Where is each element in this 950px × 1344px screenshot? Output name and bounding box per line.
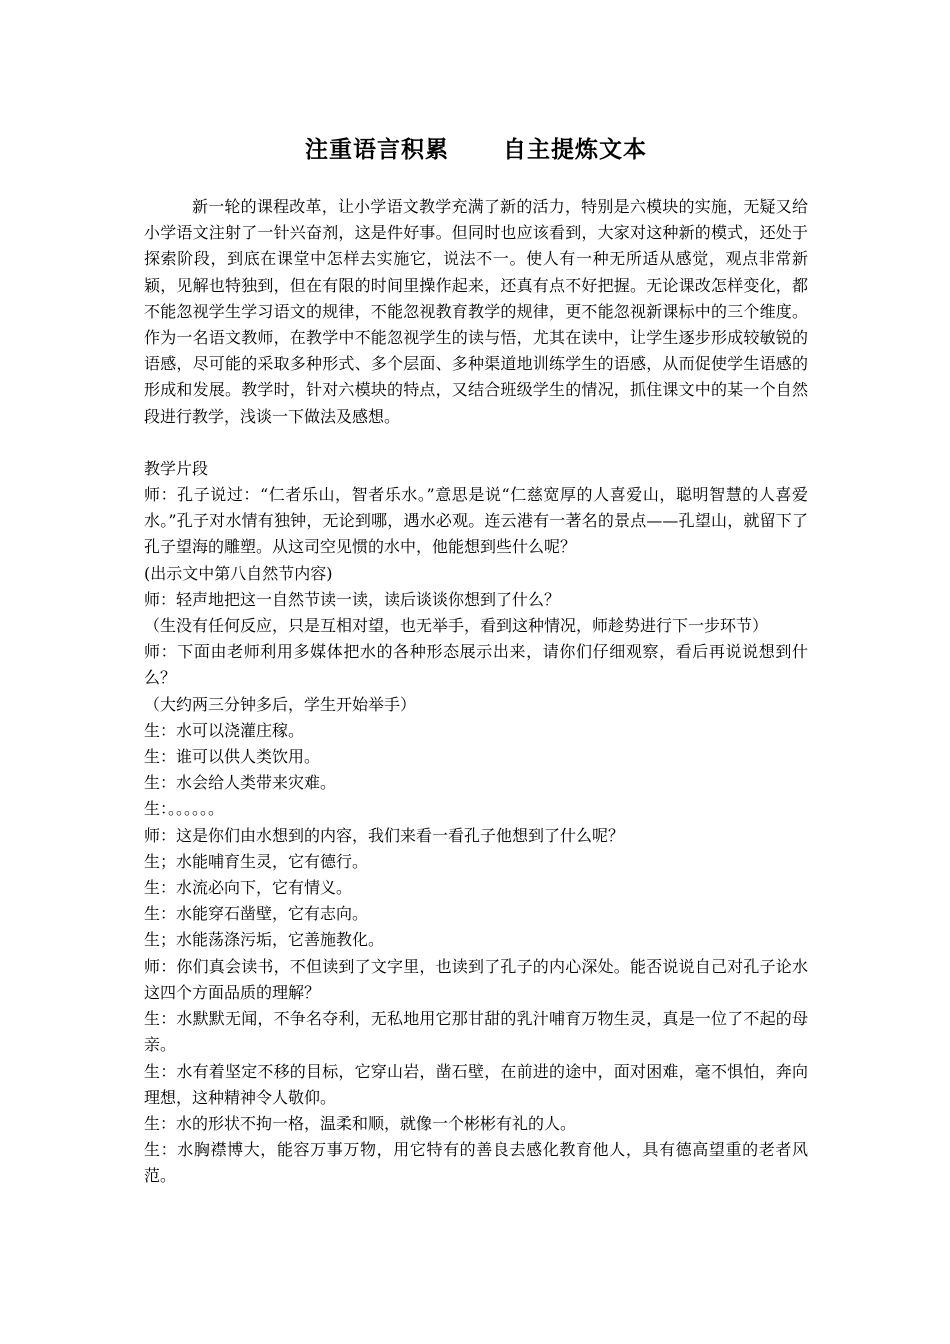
- dialogue-line: 师：你们真会读书，不但读到了文字里，也读到了孔子的内心深处。能否说说自己对孔子论水这四个方面品质的理解？: [144, 956, 808, 1002]
- dialogue-line: 生；水能哺育生灵，它有德行。: [144, 851, 369, 871]
- dialogue-line: 生：水可以浇灌庄稼。: [144, 720, 305, 740]
- dialogue-line: 生：水胸襟博大，能容万事万物，用它特有的善良去感化教育他人，具有德高望重的老者风范。: [144, 1140, 808, 1186]
- dialogue-line: 生：。。。。。。: [144, 799, 225, 819]
- dialogue-line: 生：水流必向下，它有情义。: [144, 878, 353, 898]
- dialogue-line: 生；水能荡涤污垢，它善施教化。: [144, 930, 385, 950]
- stage-direction: （生没有任何反应，只是互相对望，也无举手，看到这种情况，师趁势进行下一步环节）: [144, 616, 769, 636]
- section-heading: 教学片段: [144, 458, 209, 478]
- dialogue-line: 师：孔子说过：“仁者乐山，智者乐水。”意思是说“仁慈宽厚的人喜爱山，聪明智慧的人喜爱水。”孔子对水情有独钟，无论到哪，遇水必观。连云港有一著名的景点——孔望山，就留下了孔子望海的雕塑。从这司空见惯的水中，他能想到些什么呢？: [144, 485, 808, 557]
- dialogue-line: 生：水的形状不拘一格，温柔和顺，就像一个彬彬有礼的人。: [144, 1113, 577, 1133]
- dialogue-line: 生：水会给人类带来灾难。: [144, 773, 337, 793]
- dialogue-line: 生：水能穿石凿壁，它有志向。: [144, 904, 369, 924]
- stage-direction: （大约两三分钟多后，学生开始举手）: [144, 694, 417, 714]
- dialogue-line: 师：这是你们由水想到的内容，我们来看一看孔子他想到了什么呢？: [144, 825, 625, 845]
- document-page: [144, 130, 808, 1190]
- dialogue-line: 师：下面由老师利用多媒体把水的各种形态展示出来，请你们仔细观察，看后再说说想到什么？: [144, 642, 808, 688]
- dialogue-line: 生：水默默无闻，不争名夺利，无私地用它那甘甜的乳汁哺育万物生灵，真是一位了不起的母亲。: [144, 1009, 808, 1055]
- stage-direction: (出示文中第八自然节内容): [144, 563, 333, 583]
- dialogue-line: 师：轻声地把这一自然节读一读，读后谈谈你想到了什么？: [144, 589, 561, 609]
- dialogue-line: 生：谁可以供人类饮用。: [144, 747, 321, 767]
- document-title: 注重语言积累 自主提炼文本: [304, 137, 648, 163]
- dialogue-line: 生：水有着坚定不移的目标，它穿山岩，凿石壁，在前进的途中，面对困难，毫不惧怕，奔向理想，这种精神令人敬仰。: [144, 1061, 808, 1107]
- intro-paragraph: 新一轮的课程改革，让小学语文教学充满了新的活力，特别是六模块的实施，无疑又给小学语文注射了一针兴奋剂，这是件好事。但同时也应该看到，大家对这种新的模式，还处于探索阶段，到底在课堂中怎样去实施它，说法不一。使人有一种无所适从感觉，观点非常新颖，见解也特独到，但在有限的时间里操作起来，还真有点不好把握。无论课改怎样变化，都不能忽视学生学习语文的规律，不能忽视教育教学的规律，更不能忽视新课标中的三个维度。作为一名语文教师，在教学中不能忽视学生的读与悟，尤其在读中，让学生逐步形成较敏锐的语感，尽可能的采取多种形式、多个层面、多种渠道地训练学生的语感，从而促使学生语感的形成和发展。教学时，针对六模块的特点，又结合班级学生的情况，抓住课文中的某一个自然段进行教学，浅谈一下做法及感想。: [144, 197, 808, 426]
- paragraph-gap: [144, 430, 808, 456]
